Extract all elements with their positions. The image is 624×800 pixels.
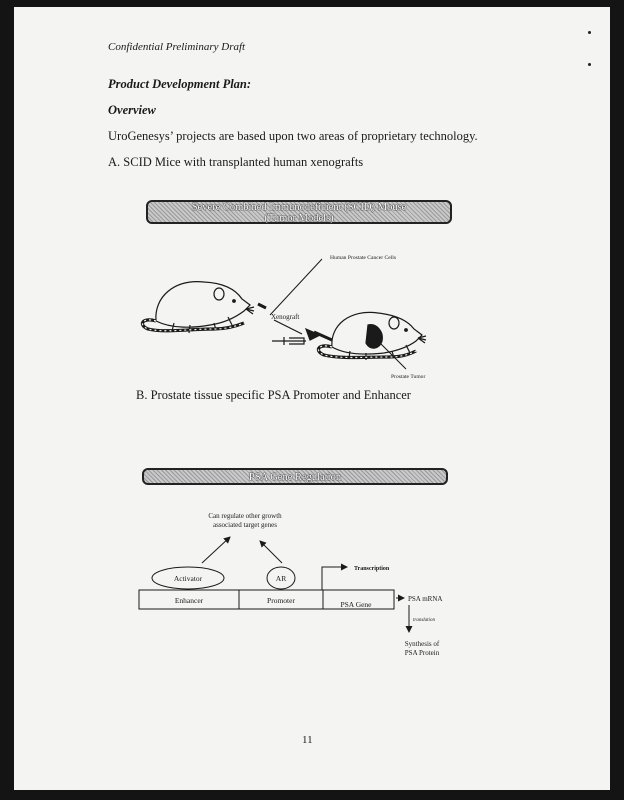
page-number: 11 (302, 734, 313, 746)
activator-arrow (202, 537, 230, 563)
intro-paragraph: UroGenesys’ projects are based upon two areas of proprietary technology. (108, 129, 478, 143)
overview-heading: Overview (108, 103, 156, 117)
injection-line (258, 304, 266, 308)
mouse-right-illustration (318, 312, 426, 360)
xenograft-label: Xenograft (271, 313, 300, 321)
psa-gene-label: PSA Gene (340, 600, 372, 609)
psa-banner (142, 468, 448, 485)
regulate-text-line2: associated target genes (212, 521, 278, 529)
cells-label: Human Prostate Cancer Cells (330, 255, 397, 261)
syringe-icon (272, 329, 332, 345)
section-a-heading: A. SCID Mice with transplanted human xenografts (108, 155, 364, 169)
page-title: Product Development Plan: (108, 77, 252, 91)
promoter-label: Promoter (267, 596, 295, 605)
ar-label: AR (275, 574, 287, 583)
ar-arrow (260, 541, 282, 563)
psa-gene-diagram (14, 497, 610, 667)
scid-banner-line1: Severe Combined Immunodeficient (SCID) Mouse (191, 202, 407, 213)
confidential-header: Confidential Preliminary Draft (108, 41, 246, 53)
synthesis-line1: Synthesis of (404, 640, 440, 648)
document-page (14, 7, 610, 790)
mouse-left-illustration (142, 282, 254, 333)
section-b-heading: B. Prostate tissue specific PSA Promoter and Enhancer (136, 388, 411, 402)
synthesis-line2: PSA Protein (404, 649, 440, 657)
transcription-arrow (322, 567, 347, 590)
psa-mrna-label: PSA mRNA (408, 595, 443, 603)
activator-label: Activator (173, 574, 203, 583)
translation-label: translation (413, 618, 435, 623)
tumor-label: Prostate Tumor (391, 374, 426, 380)
psa-banner-label: PSA Gene Regulation (248, 472, 342, 483)
injection-line (274, 320, 302, 334)
regulate-text-line1: Can regulate other growth (208, 512, 282, 520)
enhancer-label: Enhancer (174, 596, 204, 605)
xenograft-diagram (14, 7, 610, 407)
scid-banner-line2: (Tumor Models) (264, 213, 334, 224)
cells-leader-line (270, 259, 322, 315)
transcription-label: Transcription (354, 566, 390, 572)
